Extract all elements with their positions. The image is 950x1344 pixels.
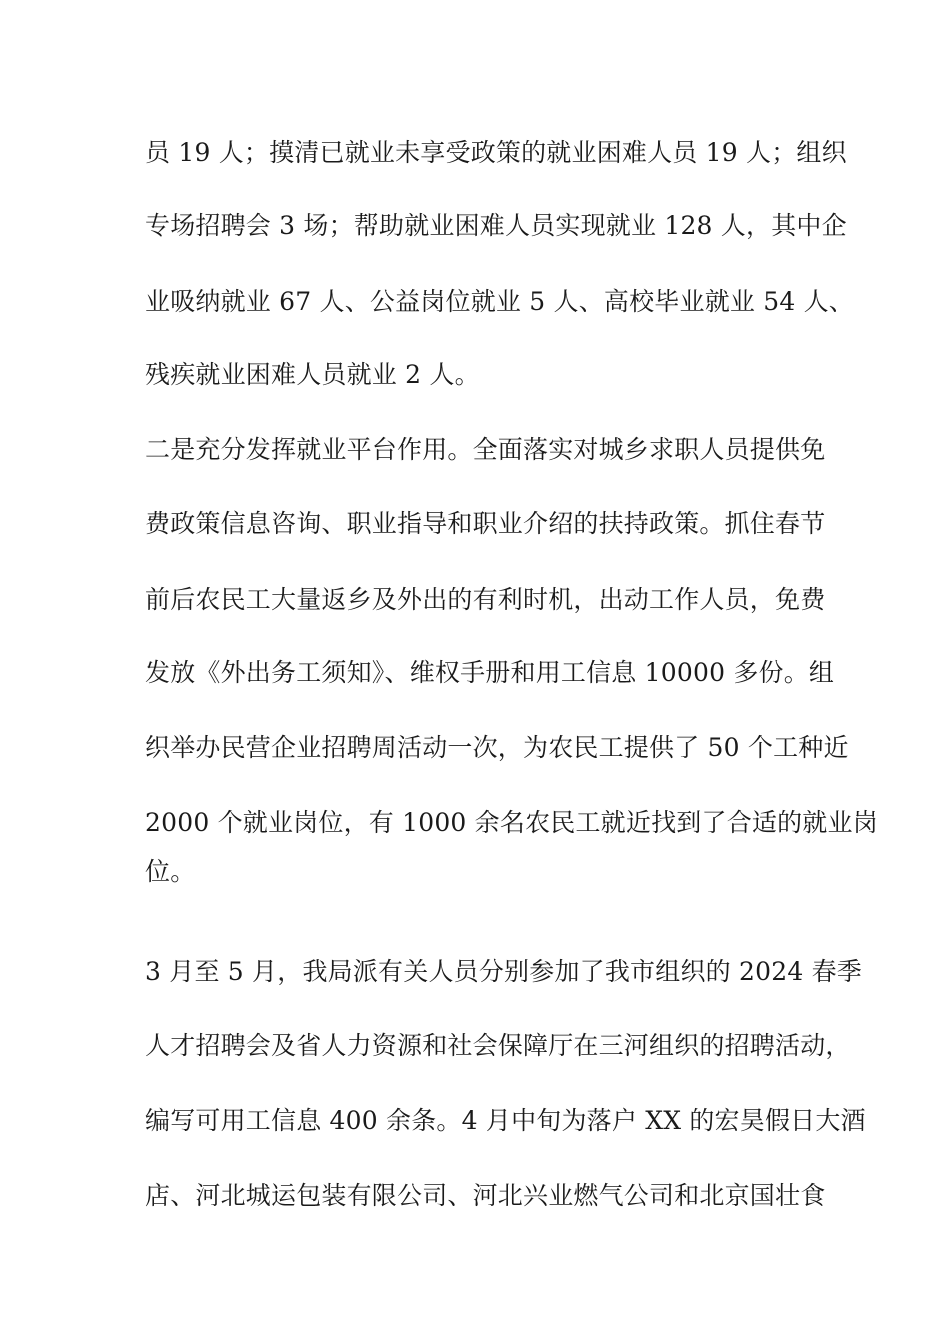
text-line: 人才招聘会及省人力资源和社会保障厅在三河组织的招聘活动， bbox=[145, 1031, 851, 1060]
text-line: 2000 个就业岗位，有 1000 余名农民工就近找到了合适的就业岗 bbox=[145, 808, 878, 837]
text-line: 员 19 人；摸清已就业未享受政策的就业困难人员 19 人；组织 bbox=[145, 138, 847, 167]
text-line: 前后农民工大量返乡及外出的有利时机，出动工作人员，免费 bbox=[145, 585, 826, 614]
text-line: 发放《外出务工须知》、维权手册和用工信息 10000 多份。组 bbox=[145, 658, 835, 687]
text-line: 二是充分发挥就业平台作用。全面落实对城乡求职人员提供免 bbox=[145, 435, 826, 464]
text-line: 业吸纳就业 67 人、公益岗位就业 5 人、高校毕业就业 54 人、 bbox=[145, 287, 855, 316]
text-line: 残疾就业困难人员就业 2 人。 bbox=[145, 360, 480, 389]
text-line: 位。 bbox=[145, 857, 196, 886]
text-line: 织举办民营企业招聘周活动一次，为农民工提供了 50 个工种近 bbox=[145, 733, 849, 762]
text-line: 3 月至 5 月，我局派有关人员分别参加了我市组织的 2024 春季 bbox=[145, 957, 862, 986]
text-line: 专场招聘会 3 场；帮助就业困难人员实现就业 128 人，其中企 bbox=[145, 211, 847, 240]
text-line: 编写可用工信息 400 余条。4 月中旬为落户 XX 的宏昊假日大酒 bbox=[145, 1106, 866, 1135]
text-line: 费政策信息咨询、职业指导和职业介绍的扶持政策。抓住春节 bbox=[145, 509, 826, 538]
text-line: 店、河北城运包装有限公司、河北兴业燃气公司和北京国壮食 bbox=[145, 1181, 826, 1210]
